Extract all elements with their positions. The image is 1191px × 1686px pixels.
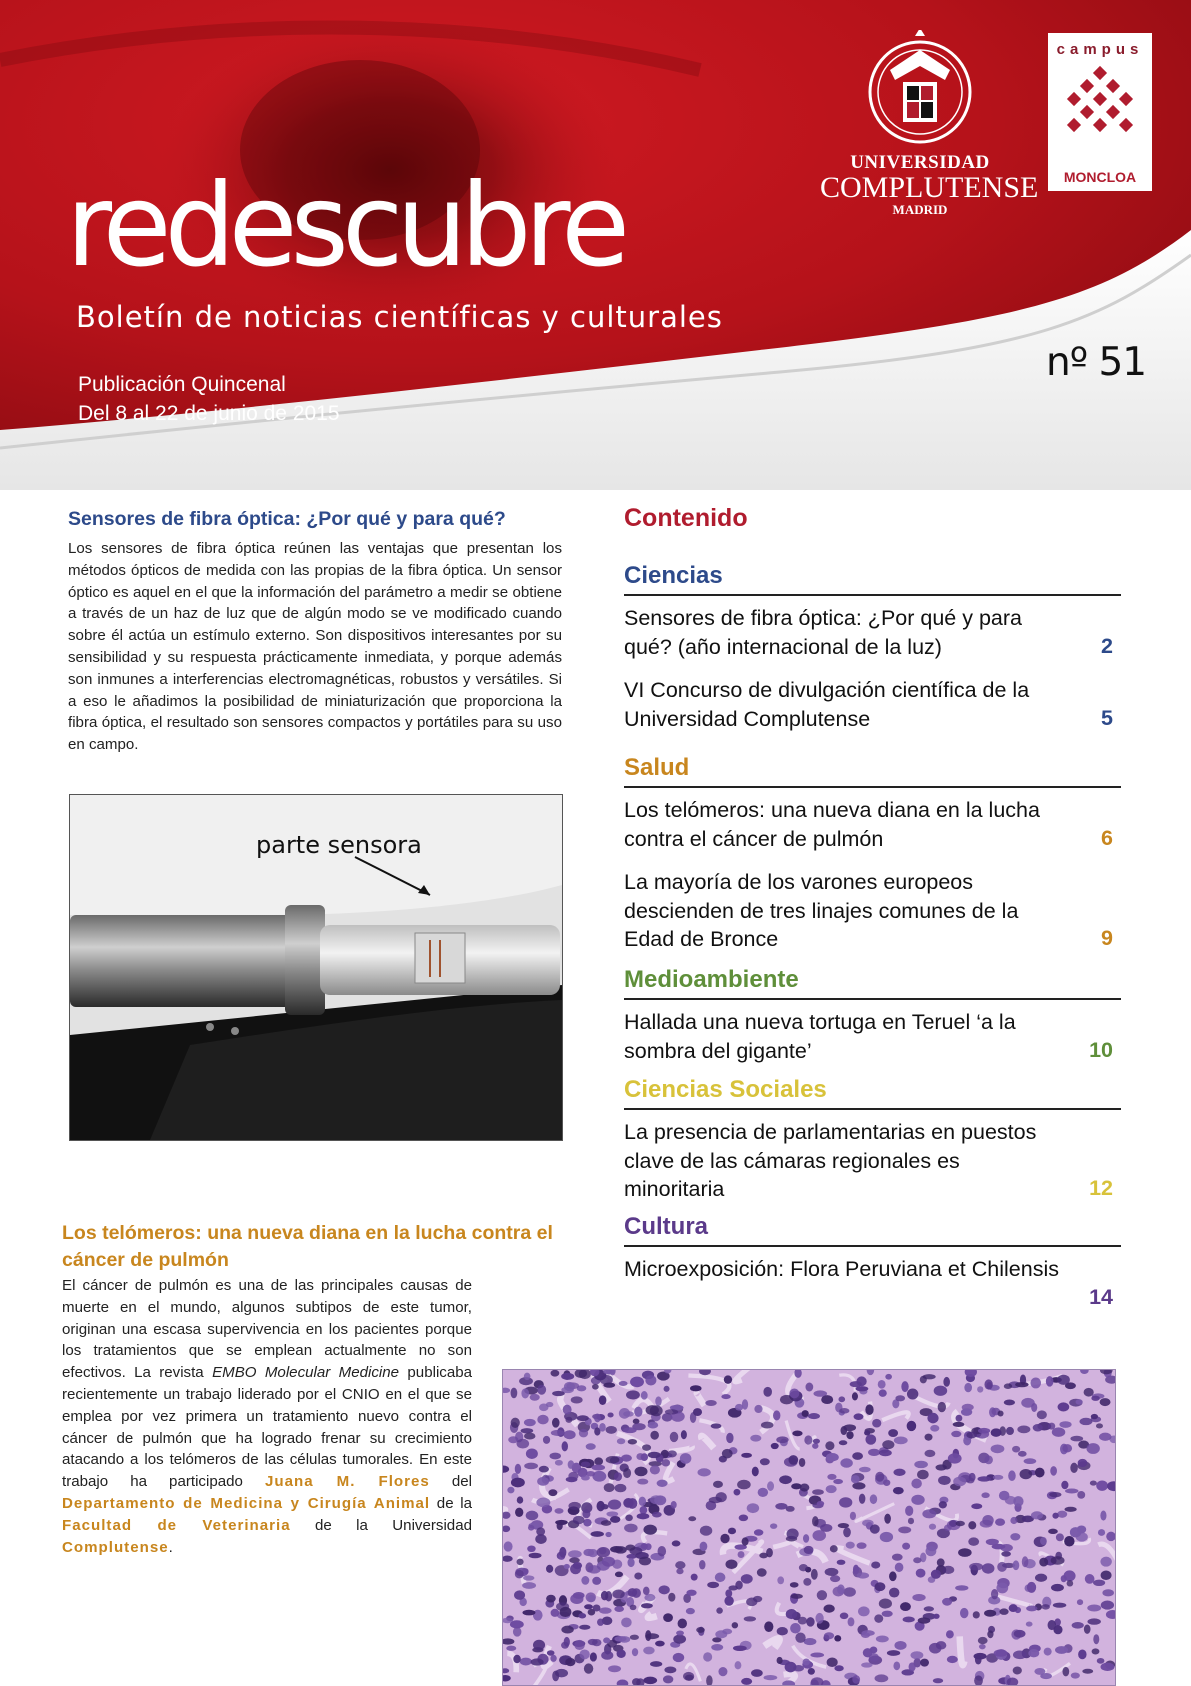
masthead-title: redescubre <box>66 159 623 293</box>
university-seal-icon <box>865 30 975 148</box>
article1-title: Sensores de fibra óptica: ¿Por qué y para qué? <box>68 508 506 530</box>
contents-section <box>624 560 1121 731</box>
contents-entry[interactable] <box>624 604 1121 660</box>
contents-entry-page: 6 <box>1101 825 1113 850</box>
contents-entry[interactable] <box>624 1118 1121 1202</box>
lung-tissue-histology-photo <box>502 1369 1116 1686</box>
contents-entry[interactable] <box>624 676 1121 732</box>
article2-researcher-name: Juana M. Flores <box>264 1473 430 1491</box>
article2-text-de-la-universidad: de la Universidad <box>315 1516 472 1534</box>
article2-department-name: Departamento de Medicina y Cirugía Animal <box>62 1494 431 1512</box>
article2-body-intro: El cáncer de pulmón es una de las principales causas de muerte en el mundo, algunos subtipos de este tumor, originan una escasa supervivencia en los pacientes porque los tratamientos que se emplean actualmente no son efectivos. La revista <box>62 1277 472 1382</box>
contents-section <box>624 1074 1121 1201</box>
contents-entry-page: 12 <box>1089 1175 1113 1200</box>
article2-body-mid: publicaba recientemente un trabajo liderado por el CNIO en el que se emplea por vez primera un tratamiento nuevo contra el cáncer de pulmón que ha logrado frenar su crecimiento atacando a los telómeros de las células tumorales. En este trabajo ha participado <box>62 1364 473 1491</box>
publication-frequency: Publicación Quincenal <box>78 373 286 396</box>
university-logo-line2: COMPLUTENSE <box>820 171 1039 204</box>
university-logo-line3: MADRID <box>892 202 948 217</box>
university-logo <box>820 30 1039 218</box>
contents-section-title: Ciencias Sociales <box>624 1074 1121 1110</box>
article2-faculty-name: Facultad de Veterinaria <box>62 1516 291 1534</box>
campus-moncloa-logo <box>1048 33 1152 191</box>
article2-text-end: . <box>168 1538 173 1556</box>
contents-entry[interactable] <box>624 796 1121 852</box>
contents-section <box>624 752 1121 951</box>
contents-entry-title: VI Concurso de divulgación científica de la Universidad Complutense <box>624 678 1030 731</box>
contents-entry-title: Los telómeros: una nueva diana en la lucha contra el cáncer de pulmón <box>624 798 1040 851</box>
campus-emblem-icon <box>1060 64 1140 144</box>
contents-entry-title: Microexposición: Flora Peruviana et Chilensis <box>624 1257 1059 1281</box>
article2-text-de-la: de la <box>436 1494 472 1512</box>
contents-entry-page: 10 <box>1089 1037 1113 1062</box>
article1-body: Los sensores de fibra óptica reúnen las ventajas que presentan los métodos ópticos de medida con las propias de la fibra óptica. Un sensor óptico es aquel en el que la información del parámetro a medir se obtiene a través de un haz de luz que de algún modo se ve modificado cuando sobre él actúa un estímulo externo. Son dispositivos interesantes por su sensibilidad y su respuesta prácticamente inmediata, y porque además son inmunes a interferencias electromagnéticas, robustos y versátiles. Si a eso le añadimos la posibilidad de miniaturización que proporciona la fibra óptica, el resultado son sensores compactos y portátiles para su uso en campo. <box>68 540 562 754</box>
campus-logo-top: campus <box>1056 41 1144 58</box>
contents-heading: Contenido <box>624 504 748 532</box>
table-of-contents <box>624 504 1121 1309</box>
article2-journal-name: EMBO Molecular Medicine <box>212 1364 400 1382</box>
contents-entry-title: La presencia de parlamentarias en puestos clave de las cámaras regionales es minoritaria <box>624 1120 1037 1201</box>
issue-number: nº 51 <box>1046 340 1147 385</box>
contents-entry-page: 2 <box>1101 633 1113 658</box>
article2-title: Los telómeros: una nueva diana en la lucha contra el cáncer de pulmón <box>62 1222 553 1271</box>
contents-entry[interactable] <box>624 1255 1121 1311</box>
contents-entry-page: 14 <box>1089 1284 1113 1309</box>
sensor-photo-caption: parte sensora <box>256 831 422 859</box>
histology-texture <box>503 1370 1115 1685</box>
contents-entry-title: Sensores de fibra óptica: ¿Por qué y para qué? (año internacional de la luz) <box>624 606 1022 659</box>
contents-entry-page: 9 <box>1101 925 1113 950</box>
article2-university-name: Complutense <box>62 1538 169 1556</box>
fiber-optic-sensor-photo <box>69 794 563 1141</box>
campus-logo-bottom: MONCLOA <box>1063 169 1137 185</box>
contents-entry-title: Hallada una nueva tortuga en Teruel ‘a la sombra del gigante’ <box>624 1010 1016 1063</box>
contents-section-title: Cultura <box>624 1211 1121 1247</box>
contents-section-title: Medioambiente <box>624 964 1121 1000</box>
university-logo-line1: UNIVERSIDAD <box>850 152 990 173</box>
contents-section <box>624 964 1121 1063</box>
contents-entry[interactable] <box>624 868 1121 952</box>
masthead-subtitle: Boletín de noticias científicas y culturales <box>76 300 723 334</box>
header-banner <box>0 0 1191 490</box>
contents-section-title: Salud <box>624 752 1121 788</box>
article2-body <box>62 1275 472 1558</box>
contents-section <box>624 1211 1121 1309</box>
contents-entry[interactable] <box>624 1008 1121 1064</box>
contents-entry-page: 5 <box>1101 705 1113 730</box>
article2-text-del: del <box>451 1473 472 1491</box>
publication-date-range: Del 8 al 22 de junio de 2015 <box>78 402 340 425</box>
publication-info <box>78 370 340 428</box>
contents-entry-title: La mayoría de los varones europeos descienden de tres linajes comunes de la Edad de Bronce <box>624 870 1019 951</box>
contents-section-title: Ciencias <box>624 560 1121 596</box>
